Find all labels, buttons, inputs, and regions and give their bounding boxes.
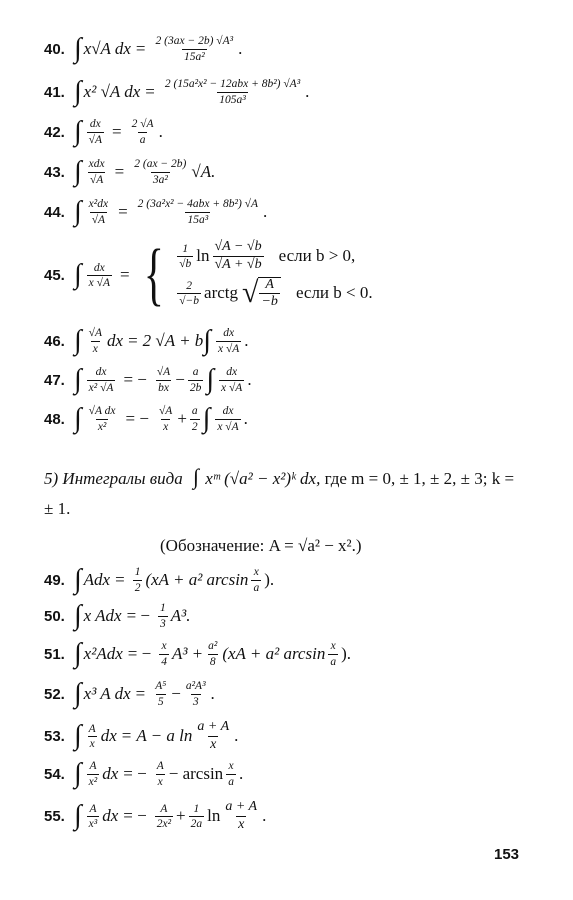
- integral-sign: ∫: [202, 403, 211, 434]
- integral-sign: ∫: [74, 638, 82, 669]
- integral-sign: ∫: [74, 116, 82, 147]
- integral-sign: ∫: [74, 564, 82, 595]
- case-b-negative: $\frac{2}{√-b}$ arctg √ $\frac{A}{-b}$ если b < 0.: [179, 276, 373, 310]
- equals-sign: =: [128, 331, 138, 350]
- formula-number: 53.: [44, 727, 65, 745]
- formula-number: 55.: [44, 807, 65, 825]
- formula-48: 48. ∫ $\frac{\text{√A dx}}{\text{x²}}$ = − $\frac{√A}{x}$ + $\frac{a}{2}$ ∫ $\frac{dx}{x √A}$ .: [44, 403, 248, 434]
- formula-rhs-tail: √A.: [191, 162, 216, 181]
- equals-sign: =: [118, 202, 128, 221]
- integral-sign: ∫: [206, 364, 214, 395]
- formula-46: 46. ∫ $\frac{√A}{x}$ dx = 2 √A + b ∫ $\frac{dx}{x √A}$ .: [44, 325, 249, 356]
- case-condition: если b > 0,: [278, 246, 356, 266]
- formula-49: 49. ∫ Adx = $\frac{1}{2}$ (xA + a² arcsin $\frac{x}{a}$ ).: [44, 564, 275, 595]
- case-condition: если b < 0.: [295, 283, 373, 303]
- formula-rhs-fraction: $\frac{\text{2 (3ax − 2b) √A³}}{\text{15a²}}$: [155, 35, 234, 63]
- section-conditions: где m = 0, ± 1, ± 2, ± 3; k = ± 1.: [44, 469, 515, 518]
- equals-sign: =: [112, 122, 122, 141]
- formula-number: 44.: [44, 203, 65, 221]
- integral-sign: ∫: [74, 325, 82, 356]
- integral-sign: ∫: [74, 403, 82, 434]
- formula-rhs-fraction: $\frac{\text{2 (3a²x² − 4abx + 8b²) √A}}{\text{15a³}}$: [137, 198, 258, 226]
- integral-sign: ∫: [74, 156, 82, 187]
- section-title: 5) Интегралы вида: [44, 469, 183, 488]
- integral-sign: ∫: [74, 600, 82, 631]
- section-5-heading: [44, 464, 525, 524]
- formula-42: 42. ∫ $\frac{dx}{√A}$ = $\frac{2 √A}{a}$ .: [44, 116, 163, 147]
- section-integrand: xᵐ (√a² − x²)ᵏ dx,: [205, 469, 321, 488]
- formula-number: 54.: [44, 765, 65, 783]
- formula-lhs-fraction: $\frac{√A}{x}$: [88, 327, 103, 355]
- page-number: 153: [494, 846, 520, 863]
- sqrt-sign: √: [242, 276, 259, 310]
- formula-lhs: x² √A dx: [83, 82, 141, 101]
- formula-40: 40. ∫ x√A dx = $\frac{\text{2 (3ax − 2b) √A³}}{\text{15a²}}$ .: [44, 33, 243, 64]
- formula-43: [44, 158, 543, 186]
- formula-number: 46.: [44, 332, 65, 350]
- formula-44: 44. ∫ $\frac{\text{x²dx}}{√A}$ = $\frac{\text{2 (3a²x² − 4abx + 8b²) √A}}{\text{15a³}}$ .: [44, 196, 268, 227]
- formula-number: 40.: [44, 40, 65, 58]
- formula-41: 41. ∫ x² √A dx = $\frac{\text{2 (15a²x² − 12abx + 8b²) √A³}}{\text{105a³}}$ .: [44, 76, 310, 107]
- formula-lhs-fraction: $\frac{\text{x²dx}}{√A}$: [88, 198, 109, 226]
- notation-line: (Обозначение: A = √a² − x².): [160, 536, 362, 555]
- cases-block: [174, 240, 372, 310]
- integral-sign: ∫: [74, 364, 82, 395]
- formula-rhs-fraction: $\frac{\text{2 (15a²x² − 12abx + 8b²) √A³}}{\text{105a³}}$: [164, 78, 301, 106]
- formula-number: 51.: [44, 645, 65, 663]
- equals-sign: =: [145, 82, 155, 101]
- integral-sign: ∫: [74, 33, 82, 64]
- formula-number: 41.: [44, 83, 65, 101]
- formula-number: 47.: [44, 371, 65, 389]
- formula-lhs: x√A dx: [83, 39, 131, 58]
- formula-number: 52.: [44, 685, 65, 703]
- formula-number: 43.: [44, 163, 65, 181]
- integral-sign: ∫: [74, 259, 82, 291]
- integral-sign: ∫: [192, 464, 200, 489]
- equals-sign: =: [120, 265, 130, 285]
- formula-52: 52. ∫ x³ A dx = $\frac{\text{A⁵}}{5}$ − $\frac{\text{a²A³}}{3}$ .: [44, 678, 215, 709]
- integral-sign: ∫: [74, 800, 82, 832]
- formula-number: 48.: [44, 410, 65, 428]
- formula-54: 54. ∫ $\frac{A}{\text{x²}}$ dx = − $\frac{A}{x}$ − arcsin $\frac{x}{a}$ .: [44, 758, 244, 789]
- formula-number: 49.: [44, 571, 65, 589]
- integral-sign: ∫: [74, 76, 82, 107]
- formula-45: [44, 236, 543, 314]
- formula-number: 42.: [44, 123, 65, 141]
- equals-sign: =: [135, 39, 146, 58]
- case-b-positive: $\frac{1}{√b}$ ln $\frac{√A - √b}{√A + √b}$ если b > 0,: [179, 239, 356, 272]
- cases-brace: {: [143, 236, 164, 314]
- formula-lhs-fraction: $\frac{\text{xdx}}{√A}$: [88, 158, 105, 186]
- integral-sign: ∫: [74, 720, 82, 752]
- formula-lhs-fraction: $\frac{dx}{√A}$: [88, 118, 103, 146]
- formula-55: 55. ∫ $\frac{A}{\text{x³}}$ dx = − $\frac{A}{\text{2x²}}$ + $\frac{1}{2a}$ ln $\frac{a + A}{x}$ .: [44, 799, 267, 832]
- formula-lhs-fraction: $\frac{dx}{x √A}$: [88, 261, 110, 289]
- formula-47: 47. ∫ $\frac{dx}{\text{x² √A}}$ = − $\frac{√A}{bx}$ − $\frac{a}{2b}$ ∫ $\frac{dx}{x √A}$ .: [44, 364, 252, 395]
- formula-number: 50.: [44, 607, 65, 625]
- integral-sign: ∫: [74, 678, 82, 709]
- formula-50: 50. ∫ x Adx = − $\frac{1}{3}$ A³.: [44, 600, 191, 631]
- formula-rhs-fraction: $\frac{2 √A}{a}$: [131, 118, 154, 146]
- formula-rhs: 2 √A + b: [142, 331, 204, 350]
- formula-number: 45.: [44, 266, 65, 284]
- formula-51: 51. ∫ x²Adx = − $\frac{x}{4}$ A³ + $\frac{\text{a²}}{8}$ (xA + a² arcsin $\frac{x}{a}$ ).: [44, 638, 351, 669]
- formula-53: 53. ∫ $\frac{A}{x}$ dx = A − a ln $\frac{a + A}{x}$ .: [44, 719, 239, 752]
- integral-sign: ∫: [74, 758, 82, 789]
- integral-sign: ∫: [74, 196, 82, 227]
- equals-sign: =: [114, 162, 125, 181]
- formula-rhs-fraction: $\frac{2 (ax - 2b)}{\text{3a²}}$: [134, 158, 187, 186]
- integral-sign: ∫: [203, 325, 211, 356]
